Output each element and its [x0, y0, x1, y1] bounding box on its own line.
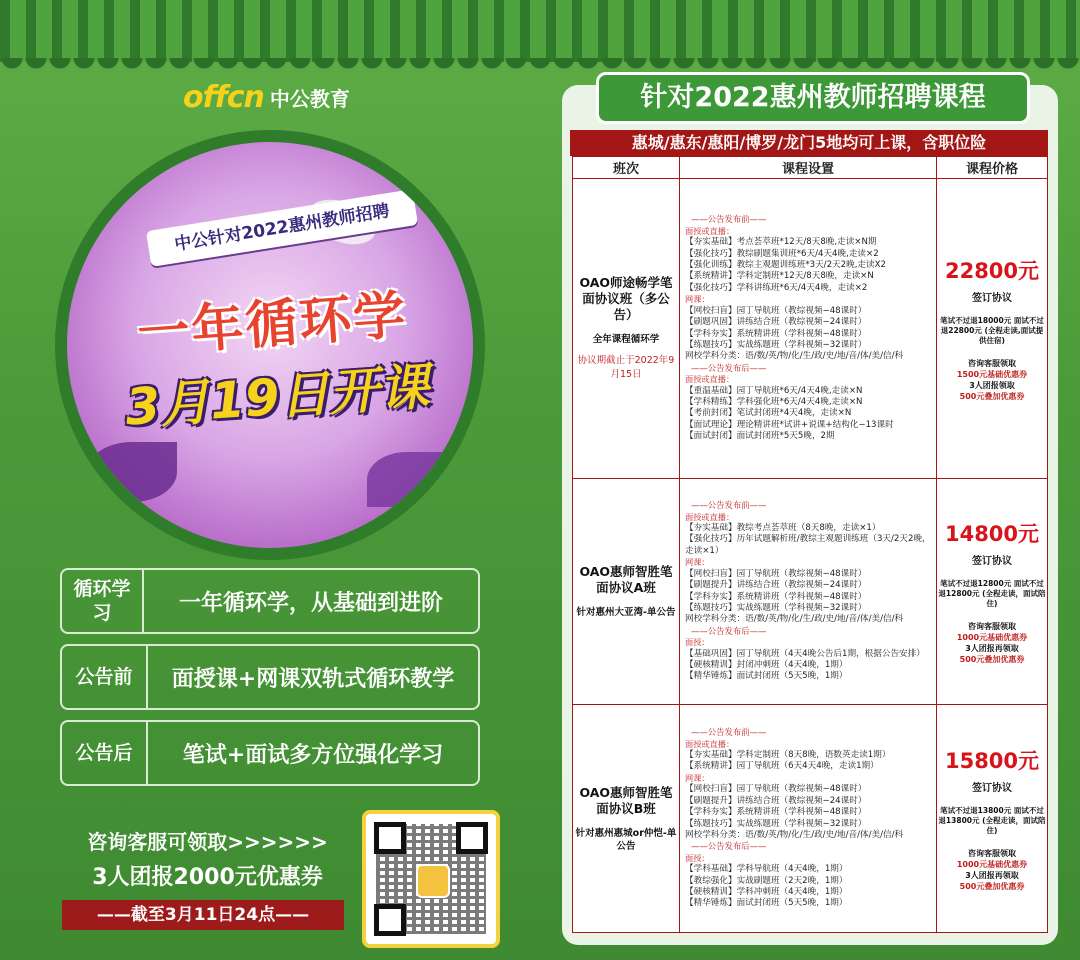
- course-line: 面授或直播：: [685, 225, 735, 236]
- course-line: 【网校扫盲】园丁导航班（教综视频−48课时）: [685, 784, 867, 795]
- coupon-line: 3人团报领取: [969, 381, 1015, 390]
- course-line: 【强化技巧】历年试题解析班/教综主观题训练班（3天/2天2晚，走读×1）: [685, 534, 931, 556]
- feature-tag: 公告后: [62, 722, 148, 784]
- qr-mascot-icon: [416, 864, 450, 898]
- course-line: 【刷题提升】讲练结合班（教综视频−24课时）: [685, 580, 867, 591]
- course-line: 【精华锤炼】面试封闭班（5天5晚，1期）: [685, 671, 848, 682]
- coupon-line: 500元叠加优惠券: [959, 882, 1025, 891]
- course-name-cell: [573, 179, 680, 479]
- qr-finder: [374, 822, 406, 854]
- hero-subtitle: 中公针对2022惠州教师招聘: [146, 189, 418, 267]
- course-line: 【硬核精训】封闭冲刺班（4天4晚，1期）: [685, 659, 848, 670]
- course-name-cell: [573, 479, 680, 705]
- coupon-line: 3人团报再领取: [965, 871, 1019, 880]
- course-refund-note: 笔试不过退13800元 面试不过退13800元 (全程走读，面试陪住): [938, 806, 1046, 835]
- feature-item: [60, 720, 480, 786]
- coupon-line: 500元叠加优惠券: [959, 655, 1025, 664]
- course-line: 网课：: [685, 772, 710, 783]
- feature-text: 笔试+面试多方位强化学习: [182, 741, 444, 768]
- course-price-cell: [937, 705, 1048, 933]
- header-content: 课程设置: [680, 157, 937, 179]
- course-line: 【强化训练】教综主观题训练班*3天/2天2晚,走读X2: [685, 260, 886, 271]
- coupon-line: 1000元基础优惠券: [956, 860, 1028, 869]
- course-refund-note: 笔试不过退12800元 面试不过退12800元 (全程走读，面试陪住): [938, 579, 1046, 608]
- course-name: OAO惠师智胜笔面协议B班: [579, 784, 673, 816]
- course-price-cell: [937, 479, 1048, 705]
- course-name-cell: [573, 705, 680, 933]
- course-line: 网校学科分类：语/数/英/物/化/生/政/史/地/音/体/美/信/科: [685, 351, 904, 362]
- course-line: 【基础巩固】园丁导航班（4天4晚公告后1期，根据公告安排）: [685, 648, 925, 659]
- panel-notice: 惠城/惠东/惠阳/博罗/龙门5地均可上课，含职位险: [570, 130, 1048, 156]
- promo-consult: 咨询客服可领取>>>>>>: [87, 830, 328, 854]
- qr-finder: [374, 904, 406, 936]
- course-deadline: 协议期截止于2022年9月15日: [577, 355, 675, 380]
- course-line: ——公告发布前——: [691, 500, 767, 511]
- coupon-line: 咨询客服领取: [968, 359, 1016, 368]
- course-line: 【系统精讲】学科定制班*12天/8天8晚，走读×N: [685, 271, 874, 282]
- course-line: 【学科夯实】系统精讲班（学科视频−48课时）: [685, 328, 867, 339]
- course-price: 14800元: [944, 522, 1040, 546]
- course-name: OAO惠师智胜笔面协议A班: [579, 564, 673, 595]
- course-line: 网课：: [685, 557, 710, 568]
- course-coupons: [938, 848, 1046, 892]
- course-line: 【夯实基础】考点荟萃班*12天/8天8晚,走读×N期: [685, 237, 877, 248]
- course-line: 【硬核精训】学科冲刺班（4天4晚，1期）: [685, 886, 848, 897]
- course-line: 【刷题巩固】讲练结合班（教综视频−24课时）: [685, 317, 867, 328]
- course-coupons: [938, 358, 1046, 402]
- course-line: 【夯实基础】学科定制班（8天8晚，语数英走读1期）: [685, 750, 891, 761]
- hero-start-date: 3月19日开课: [123, 357, 432, 437]
- course-line: 面授：: [685, 637, 710, 648]
- hero-illustration: [67, 142, 473, 548]
- course-table: [572, 156, 1048, 933]
- coupon-line: 咨询客服领取: [968, 849, 1016, 858]
- course-sub: 全年课程循环学: [592, 334, 660, 345]
- course-line: 【练题技巧】实战练题班（学科视频−32课时）: [685, 602, 867, 613]
- course-line: 【学科夯实】系统精讲班（学科视频−48课时）: [685, 807, 867, 818]
- coupon-line: 咨询客服领取: [968, 622, 1016, 631]
- header-class: 班次: [573, 157, 680, 179]
- course-price-cell: [937, 179, 1048, 479]
- course-line: 面授：: [685, 852, 710, 863]
- coupon-line: 1000元基础优惠券: [956, 633, 1028, 642]
- course-line: 【精华锤炼】面试封闭班（5天5晚，1期）: [685, 898, 848, 909]
- course-line: 【强化技巧】学科讲练班*6天/4天4晚，走读×2: [685, 282, 868, 293]
- course-refund-note: 笔试不过退18000元 面试不过退22800元 (全程走读,面试提供住宿): [940, 316, 1044, 345]
- hero-circle: [55, 130, 485, 560]
- course-line: 网校学科分类：语/数/英/物/化/生/政/史/地/音/体/美/信/科: [685, 829, 904, 840]
- course-line: ——公告发布后——: [691, 362, 767, 373]
- course-line: 【考前封闭】笔试封闭班*4天4晚，走读×N: [685, 408, 852, 419]
- course-line: 网校学科分类：语/数/英/物/化/生/政/史/地/音/体/美/信/科: [685, 614, 904, 625]
- feature-tag: 循环学习: [62, 570, 144, 632]
- feature-text: 面授课+网课双轨式循环教学: [171, 665, 455, 692]
- course-coupons: [938, 621, 1046, 665]
- course-line: ——公告发布前——: [691, 214, 767, 225]
- course-line: 面授或直播：: [685, 511, 735, 522]
- feature-item: [60, 568, 480, 634]
- course-line: ——公告发布后——: [691, 841, 767, 852]
- course-name: OAO师途畅学笔面协议班（多公告）: [579, 275, 673, 322]
- promo-group-coupon: 3人团报2000元优惠券: [92, 865, 323, 890]
- qr-code[interactable]: [362, 810, 500, 948]
- brand-logo[interactable]: [183, 80, 350, 114]
- hero-headline: 一年循环学: [135, 285, 410, 365]
- course-line: 网课：: [685, 294, 710, 305]
- course-line: 【学科基础】学科导航班（4天4晚，1期）: [685, 864, 848, 875]
- course-line: 【面试理论】理论精讲班*试讲+说课+结构化−13课时: [685, 419, 894, 430]
- coupon-line: 3人团报再领取: [965, 644, 1019, 653]
- leaf-decoration: [87, 442, 177, 502]
- course-line: 【教综强化】实战刷题班（2天2晚，1期）: [685, 875, 848, 886]
- feature-text: 一年循环学，从基础到进阶: [178, 589, 443, 616]
- coupon-line: 500元叠加优惠券: [959, 392, 1025, 401]
- course-line: 【重温基础】园丁导航班*6天/4天4晚,走读×N: [685, 385, 863, 396]
- feature-tag: 公告前: [62, 646, 148, 708]
- course-line: 【学科精练】学科强化班*6天/4天4晚,走读×N: [685, 396, 863, 407]
- course-content-cell: [680, 479, 937, 705]
- course-line: 【练题技巧】实战练题班（学科视频−32课时）: [685, 339, 867, 350]
- coupon-line: 1500元基础优惠券: [956, 370, 1028, 379]
- course-price: 22800元: [944, 259, 1040, 283]
- course-line: ——公告发布后——: [691, 625, 767, 636]
- course-line: 面授或直播：: [685, 738, 735, 749]
- leaf-decoration: [367, 452, 447, 507]
- course-sub: 针对惠州惠城or仲恺-单公告: [575, 827, 677, 852]
- table-row: [573, 179, 1048, 479]
- course-line: 【练题技巧】实战练题班（学科视频−32课时）: [685, 818, 867, 829]
- roof-tiles-decoration: [0, 0, 1080, 62]
- course-line: 【学科夯实】系统精讲班（学科视频−48课时）: [685, 591, 867, 602]
- table-row: [573, 479, 1048, 705]
- course-line: 面授或直播：: [685, 374, 735, 385]
- promo-deadline: ——截至3月11日24点——: [62, 900, 344, 930]
- course-line: 【面试封闭】面试封闭班*5天5晚，2期: [685, 431, 835, 442]
- feature-item: [60, 644, 480, 710]
- table-row: [573, 705, 1048, 933]
- feature-list: [60, 568, 480, 796]
- course-line: ——公告发布前——: [691, 727, 767, 738]
- course-line: 【夯实基础】教综考点荟萃班（8天8晚，走读×1）: [685, 523, 881, 534]
- qr-finder: [456, 822, 488, 854]
- course-sign: 签订协议: [972, 556, 1012, 567]
- course-line: 【系统精讲】园丁导航班（6天4天4晚，走读1期）: [685, 761, 879, 772]
- course-sign: 签订协议: [972, 783, 1012, 794]
- course-line: 【强化技巧】教综刷题集训班*6天/4天4晚,走读×2: [685, 248, 879, 259]
- course-sub: 针对惠州大亚湾-单公告: [576, 607, 676, 618]
- header-price: 课程价格: [937, 157, 1048, 179]
- course-content-cell: [680, 179, 937, 479]
- course-content-cell: [680, 705, 937, 933]
- course-price: 15800元: [944, 749, 1040, 773]
- panel-title: 针对2022惠州教师招聘课程: [596, 72, 1030, 124]
- course-line: 【网校扫盲】园丁导航班（教综视频−48课时）: [685, 305, 867, 316]
- table-header-row: [573, 157, 1048, 179]
- brand-mark: offcn: [183, 79, 264, 115]
- course-sign: 签订协议: [972, 293, 1012, 304]
- course-line: 【网校扫盲】园丁导航班（教综视频−48课时）: [685, 568, 867, 579]
- course-line: 【刷题提升】讲练结合班（教综视频−24课时）: [685, 795, 867, 806]
- brand-name: 中公教育: [269, 86, 350, 111]
